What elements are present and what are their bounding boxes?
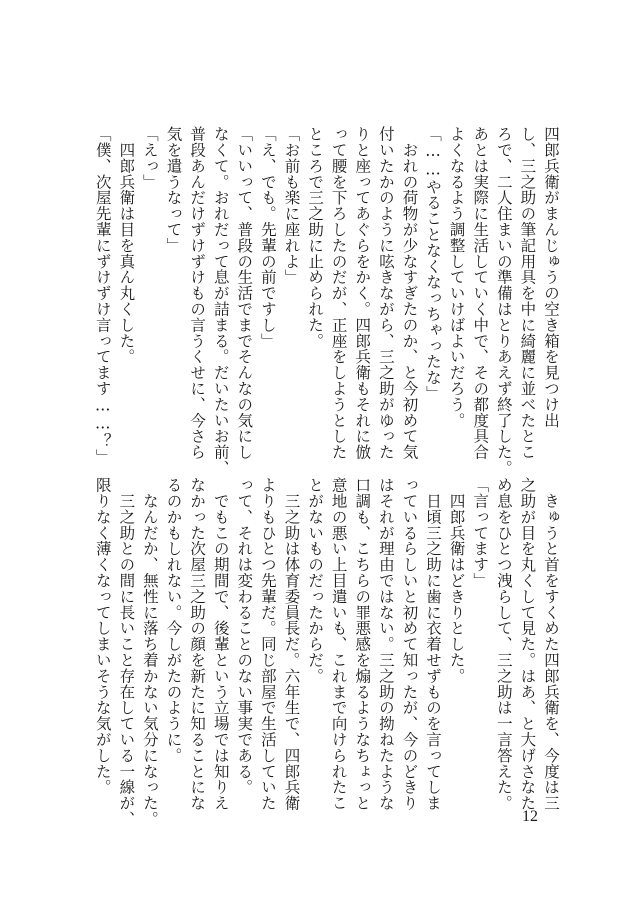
text-line: よくなるよう調整していけばよいだろう。: [447, 126, 466, 429]
text-line: 日頃三之助に歯に衣着せずものを言ってしま: [424, 477, 443, 811]
text-line: りと座ってあぐらをかく。四郎兵衛もそれに倣: [353, 126, 372, 460]
text-line: 四郎兵衛はどきりとした。: [447, 477, 466, 684]
text-line: 「言ってます」: [471, 477, 490, 589]
text-line: るのかもしれない。今しがたのように。: [164, 477, 183, 764]
text-line: 口調も、こちらの罪悪感を煽るようなちょっと: [353, 477, 372, 811]
text-line: 付いたかのように呟きながら、三之助がゆった: [376, 126, 395, 460]
text-line: っているらしいと初めて知ったが、今のどきり: [400, 477, 419, 811]
text-line: 「えっ」: [140, 126, 159, 190]
page-number: 12: [522, 808, 538, 825]
text-line: 「いいって、普段の生活でまでそんなの気にし: [235, 126, 254, 460]
text-line: 「僕、次屋先輩にずけずけ言ってます……？」: [93, 126, 112, 465]
text-line: 「え、でも。先輩の前ですし」: [258, 126, 277, 349]
text-line: 意地の悪い上目遣いも、これまで向けられたこ: [329, 477, 348, 811]
text-line: 四郎兵衛がまんじゅうの空き箱を見つけ出: [542, 126, 560, 429]
text-line: 気を遣うなって」: [164, 126, 183, 254]
text-line: って、それは変わることのない事実である。: [235, 477, 254, 795]
upper-text-block: [90, 126, 562, 476]
text-line: 四郎兵衛は目を真ん丸くした。: [117, 126, 136, 365]
text-line: ところで三之助に止められた。: [306, 126, 325, 349]
text-line: し、三之助の筆記用具を中に綺麗に並べたとこ: [518, 126, 537, 460]
text-line: 「お前も楽に座れよ」: [282, 126, 301, 285]
text-line: 「……やることなくなっちゃったな」: [424, 126, 443, 402]
text-line: おれの荷物が少なすぎたのか、と今初めて気: [400, 126, 419, 460]
text-line: なんだか、無性に落ち着かない気分になった。: [140, 477, 159, 827]
text-line: でもこの期間で、後輩という立場では知りえ: [211, 477, 230, 811]
text-line: きゅうと首をすくめた四郎兵衛を、今度は三: [542, 477, 560, 811]
text-line: とがないものだったからだ。: [306, 477, 325, 684]
text-line: なくて。おれだって息が詰まる。だいたいお前、: [211, 126, 230, 476]
text-line: って腰を下ろしたのだが、正座をしようとした: [329, 126, 348, 460]
text-line: め息をひとつ洩らして、三之助は一言答えた。: [494, 477, 513, 811]
text-line: ろで、二人住まいの準備はとりあえず終了した。: [494, 126, 513, 476]
text-line: よりもひとつ先輩だ。同じ部屋で生活していた: [258, 477, 277, 811]
text-line: なかった次屋三之助の顔を新たに知ることにな: [188, 477, 207, 811]
text-line: はそれが理由ではない。三之助の拗ねたような: [376, 477, 395, 811]
text-line: 三之助との間に長いこと存在している一線が、: [117, 477, 136, 827]
text-line: 之助が目を丸くして見た。はあ、と大げさなた: [518, 477, 537, 811]
text-line: 三之助は体育委員長だ。六年生で、四郎兵衛: [282, 477, 301, 811]
text-line: 限りなく薄くなってしまいそうな気がした。: [93, 477, 112, 795]
text-line: 普段あんだけずけずけもの言うくせに、今さら: [188, 126, 207, 460]
text-line: あとは実際に生活していく中で、その都度具合: [471, 126, 490, 460]
